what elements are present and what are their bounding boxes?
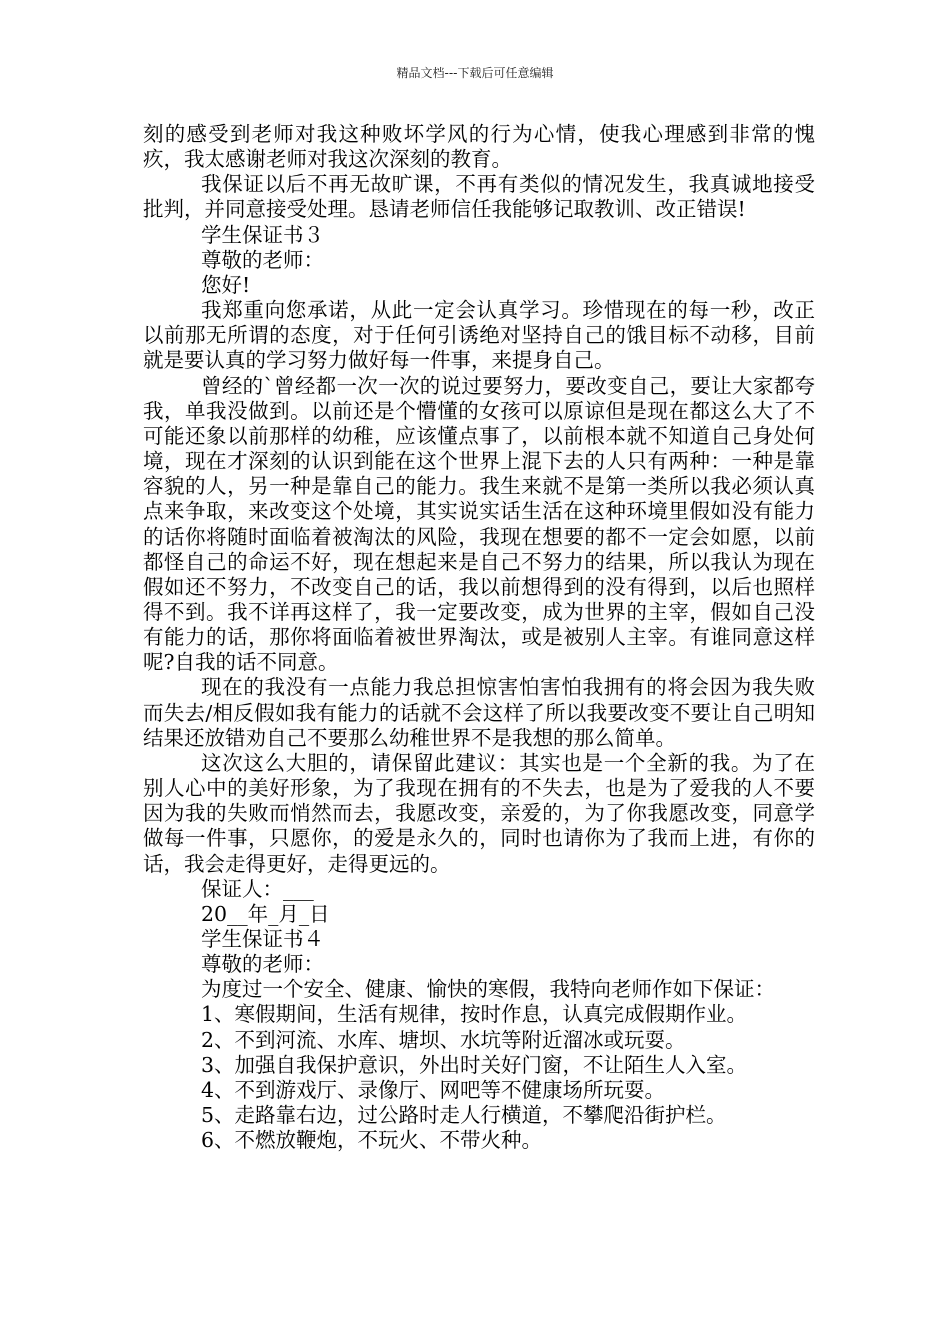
date-line: 20__年_月_日 (201, 901, 330, 926)
list-item: 5、走路靠右边，过公路时走人行横道，不攀爬沿街护栏。 (201, 1103, 727, 1128)
section-title: 学生保证书４ (201, 927, 324, 951)
intro-line: 为度过一个安全、健康、愉快的寒假，我特向老师作如下保证： (201, 977, 775, 1002)
page-header: 精品文档---下载后可任意编辑 (396, 66, 554, 80)
paragraph: 现在的我没有一点能力我总担惊害怕害怕我拥有的将会因为我失败而失去/相反假如我有能力的话就不会这样了所以我要改变不要让自己明知结果还放错劝自己不要那么幼稚世界不是我想的那么简单。 (143, 675, 815, 750)
document-body (143, 122, 815, 1153)
guarantor-line: 保证人：___ (201, 876, 314, 901)
paragraph: 刻的感受到老师对我这种败坏学风的行为心情，使我心理感到非常的愧疚，我太感谢老师对我这次深刻的教育。 (143, 122, 815, 172)
paragraph: 我郑重向您承诺，从此一定会认真学习。珍惜现在的每一秒，改正以前那无所谓的态度，对于任何引诱绝对坚持自己的饿目标不动移，目前就是要认真的学习努力做好每一件事，来提身自己。 (143, 298, 815, 373)
section-title: 学生保证书３ (201, 222, 324, 247)
paragraph: 这次这么大胆的，请保留此建议：其实也是一个全新的我。为了在别人心中的美好形象，为了我现在拥有的不失去，也是为了爱我的人不要因为我的失败而悄然而去，我愿改变，亲爱的，为了你我愿改变，同意学做每一件事，只愿你，的爱是永久的，同时也请你为了我而上进，有你的话，我会走得更好，走得更远的。 (143, 750, 815, 876)
list-item: 1、寒假期间，生活有规律，按时作息，认真完成假期作业。 (201, 1002, 748, 1027)
paragraph: 我保证以后不再无故旷课，不再有类似的情况发生，我真诚地接受批判，并同意接受处理。恳请老师信任我能够记取教训、改正错误! (143, 172, 815, 222)
list-item: 2、不到河流、水库、塘坝、水坑等附近溜冰或玩耍。 (201, 1027, 686, 1052)
salutation: 尊敬的老师： (201, 247, 324, 272)
paragraph: 曾经的`曾经都一次一次的说过要努力，要改变自己，要让大家都夸我，单我没做到。以前还是个懵懂的女孩可以原谅但是现在都这么大了不可能还象以前那样的幼稚，应该懂点事了，以前根本就不知道自己身处何境，现在才深刻的认识到能在这个世界上混下去的人只有两种：一种是靠容貌的人，另一种是靠自己的能力。我生来就不是第一类所以我必须认真点来争取，来改变这个处境，其实说实话生活在这种环境里假如没有能力的话你将随时面临着被淘汰的风险，我现在想要的都不一定会如愿，以前都怪自己的命运不好，现在想起来是自己不努力的结果，所以我认为现在假如还不努力，不改变自己的话，我以前想得到的没有得到，以后也照样得不到。我不详再这样了，我一定要改变，成为世界的主宰，假如自己没有能力的话，那你将面临着被世界淘汰，或是被别人主宰。有谁同意这样呢?自我的话不同意。 (143, 373, 815, 675)
list-item: 4、不到游戏厅、录像厅、网吧等不健康场所玩耍。 (201, 1077, 666, 1102)
salutation: 尊敬的老师： (201, 952, 324, 977)
list-item: 6、不燃放鞭炮，不玩火、不带火种。 (201, 1128, 543, 1153)
list-item: 3、加强自我保护意识，外出时关好门窗，不让陌生人入室。 (201, 1052, 748, 1077)
greeting: 您好! (201, 272, 251, 297)
